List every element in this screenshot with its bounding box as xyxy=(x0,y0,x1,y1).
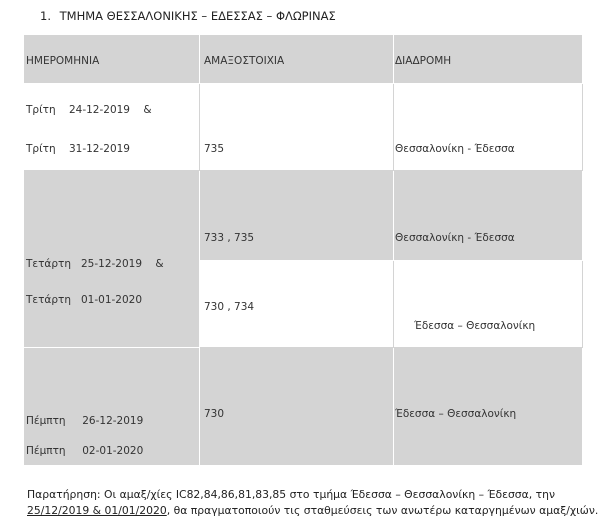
group3-train: 730 xyxy=(204,408,225,420)
remark-line2 xyxy=(27,503,599,519)
section-title: ΤΜΗΜΑ ΘΕΣΣΑΛΟΝΙΚΗΣ – ΕΔΕΣΣΑΣ – ΦΛΩΡΙΝΑΣ xyxy=(59,9,336,23)
group3-date-cell xyxy=(24,348,200,466)
schedule-table xyxy=(24,35,583,466)
group2-date-cell xyxy=(24,171,200,348)
remark-dates: 25/12/2019 & 01/01/2020 xyxy=(27,504,167,517)
header-train: ΑΜΑΞΟΣΤΟΙΧΙΑ xyxy=(204,55,285,67)
group2-date-line1: Τετάρτη 25-12-2019 & xyxy=(26,258,164,270)
section-number: 1. xyxy=(40,9,51,23)
group1-date-cell xyxy=(24,84,200,171)
group1-train: 735 xyxy=(204,143,225,155)
group1-route-cell xyxy=(394,84,583,171)
group2-row-b-route: Έδεσσα – Θεσσαλονίκη xyxy=(414,320,536,332)
group1-route: Θεσσαλονίκη - Έδεσσα xyxy=(395,143,515,155)
group3-train-cell xyxy=(200,348,394,466)
group1-date-line1: Τρίτη 24-12-2019 & xyxy=(26,104,152,116)
group1-date-line2: Τρίτη 31-12-2019 xyxy=(26,143,130,155)
group2-row-b-train: 730 , 734 xyxy=(204,301,255,313)
group2-row-b-train-cell xyxy=(200,261,394,348)
remark-line1: Παρατήρηση: Οι αμαξ/χίες IC82,84,86,81,83,85 στο τμήμα Έδεσσα – Θεσσαλονίκη – Έδεσσα, την xyxy=(27,488,555,501)
group3-route-cell xyxy=(394,348,583,466)
header-route: ΔΙΑΔΡΟΜΗ xyxy=(395,55,452,67)
remark-note xyxy=(27,487,599,519)
header-cell-date xyxy=(24,35,200,84)
remark-line2-rest: , θα πραγματοποιούν τις σταθμεύσεις των ανωτέρω καταργημένων αμαξ/χιών. xyxy=(166,504,599,517)
header-cell-train xyxy=(200,35,394,84)
group2-row-b-route-cell xyxy=(394,261,583,348)
group2-row-a-train-cell xyxy=(200,171,394,261)
group2-row-a-route-cell xyxy=(394,171,583,261)
group2-row-a-train: 733 , 735 xyxy=(204,232,255,244)
section-heading xyxy=(40,9,336,23)
group2-date-line2: Τετάρτη 01-01-2020 xyxy=(26,294,143,306)
header-date: ΗΜΕΡΟΜΗΝΙΑ xyxy=(26,55,100,67)
group3-date-line2: Πέμπτη 02-01-2020 xyxy=(26,445,144,457)
group3-date-line1: Πέμπτη 26-12-2019 xyxy=(26,415,144,427)
group2-row-a-route: Θεσσαλονίκη - Έδεσσα xyxy=(395,232,515,244)
header-cell-route xyxy=(394,35,583,84)
group3-route: Έδεσσα – Θεσσαλονίκη xyxy=(395,408,517,420)
group1-train-cell xyxy=(200,84,394,171)
